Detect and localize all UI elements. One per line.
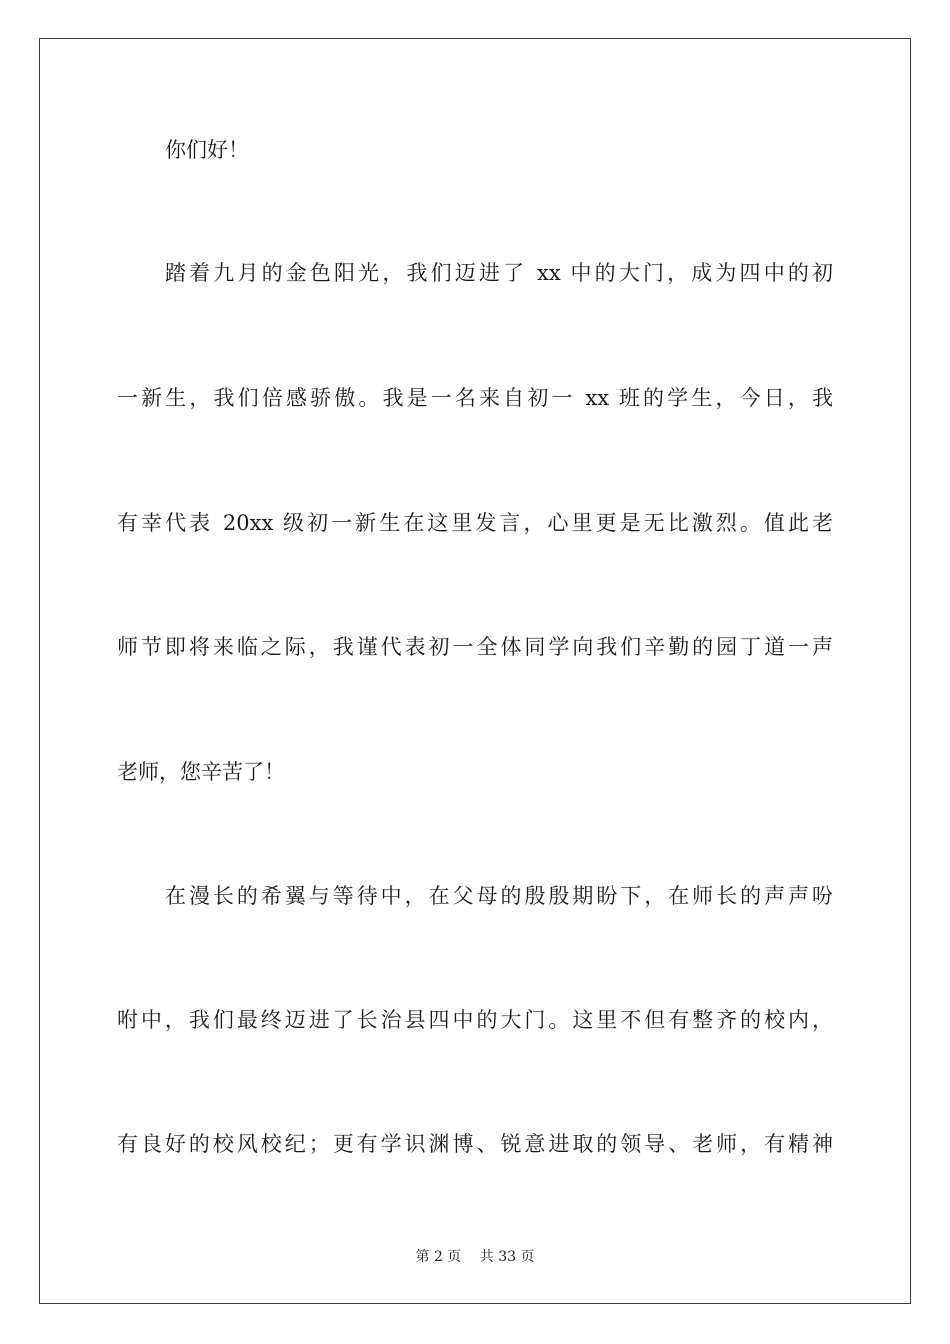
paragraph-1-line-5: 老师，您辛苦了！	[117, 760, 285, 784]
paragraph-1-line-3: 有幸代表 20xx 级初一新生在这里发言，心里更是无比激烈。值此老	[117, 511, 833, 535]
paragraph-1-line-2: 一新生，我们倍感骄傲。我是一名来自初一 xx 班的学生，今日，我	[117, 386, 833, 410]
paragraph-1-line-4: 师节即将来临之际，我谨代表初一全体同学向我们辛勤的园丁道一声	[117, 635, 833, 659]
paragraph-2-line-1: 在漫长的希翼与等待中，在父母的殷殷期盼下，在师长的声声吩	[165, 884, 833, 908]
paragraph-1-line-1: 踏着九月的金色阳光，我们迈进了 xx 中的大门，成为四中的初	[165, 261, 833, 285]
page-footer: 第 2 页 共 33 页	[415, 1249, 535, 1265]
greeting-line: 你们好！	[165, 138, 249, 162]
paragraph-2-line-3: 有良好的校风校纪；更有学识渊博、锐意进取的领导、老师，有精神	[117, 1132, 833, 1156]
page-frame	[39, 38, 911, 1304]
paragraph-2-line-2: 咐中，我们最终迈进了长治县四中的大门。这里不但有整齐的校内，	[117, 1008, 833, 1032]
